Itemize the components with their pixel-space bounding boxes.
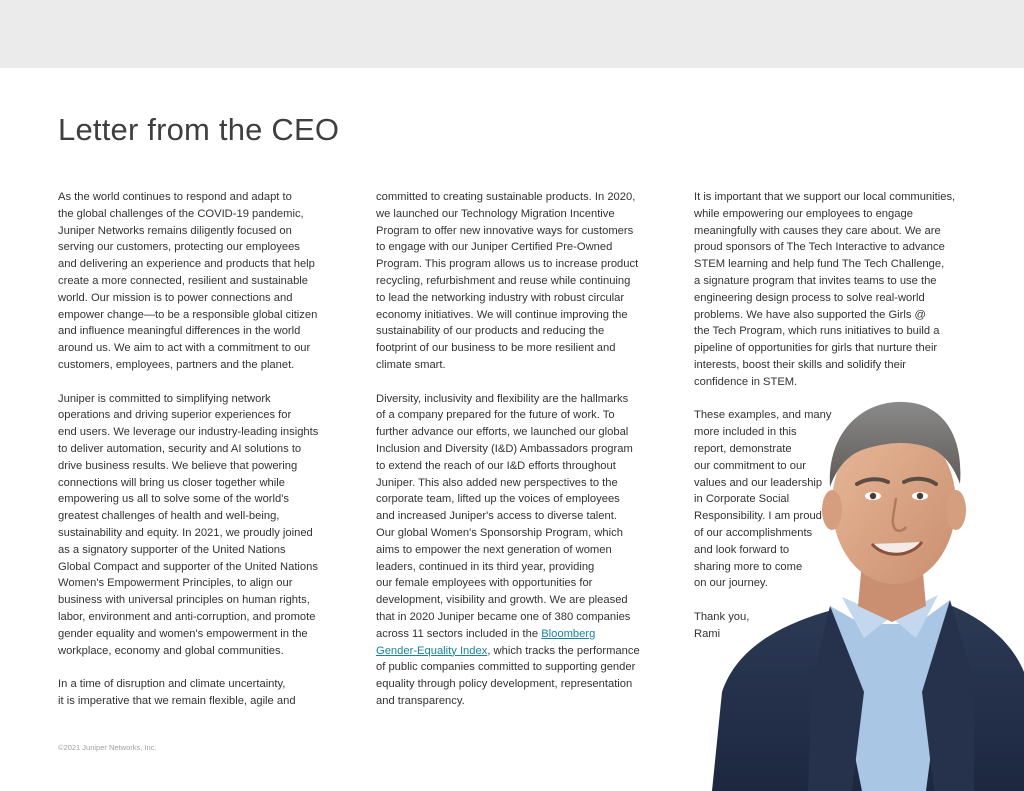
- paragraph: It is important that we support our local communities, while empowering our employees to engage meaningfully with causes they care about. We are proud sponsors of The Tech Interactive to advance STEM learning and help fund The Tech Challenge, a signature program that invites teams to use the engineering design process to solve real-world problems. We have also supported the Girls @ the Tech Program, which runs initiatives to build a pipeline of opportunities for girls that nurture their interests, boost their skills and solidify their confidence in STEM.: [694, 191, 956, 388]
- header-band: [0, 0, 1024, 68]
- text-column-1: [58, 189, 338, 710]
- paragraph: Juniper is committed to simplifying network operations and driving superior experiences for end users. We leverage our industry-leading insights to deliver automation, security and AI solutions to drive business results. We believe that powering connections will bring us closer together while empowering us all to solve some of the world's greatest challenges of health and well-being, sustainability and equity. In 2021, we proudly joined as a signatory supporter of the United Nations Global Compact and supporter of the United Nations Women's Empowerment Principles, to align our business with universal principles on human rights, labor, environment and anti-corruption, and promote gender equality and women's empowerment in the workplace, economy and global communities.: [58, 392, 319, 657]
- signature-text: Thank you, Rami: [694, 610, 750, 640]
- text-column-2: [376, 189, 661, 710]
- ceo-portrait: [712, 392, 1024, 791]
- copyright-footer: ©2021 Juniper Networks, Inc.: [58, 743, 157, 752]
- paragraph: These examples, and many more included in this report, demonstrate our commitment to our values and our leadership in Corporate Social Responsibility. I am proud of our accomplishments and look forward to sharing more to come on our journey.: [694, 409, 832, 590]
- paragraph-text: Diversity, inclusivity and flexibility are the hallmarks of a company prepared for the future of work. To further advance our efforts, we launched our global Inclusion and Diversity (I&D) Ambassadors program to extend the reach of our I&D efforts throughout Juniper. This also added new perspectives to the corporate team, lifted up the voices of employees and increased Juniper's access to diverse talent. Our global Women's Sponsorship Program, which aims to empower the next generation of women leaders, continued in its third year, providing our female employees with opportunities for development, visibility and growth. We are pleased that in 2020 Juniper became one of 380 companies across 11 sectors included in the: [376, 392, 633, 640]
- page-title: Letter from the CEO: [58, 112, 340, 147]
- paragraph: committed to creating sustainable products. In 2020, we launched our Technology Migration Incentive Program to offer new innovative ways for customers to engage with our Juniper Certified Pre-Owned Program. This program allows us to increase product recycling, refurbishment and reuse while continuing to lead the networking industry with robust circular economy initiatives. We will continue improving the sustainability of our products and reducing the footprint of our business to be more resilient and climate smart.: [376, 191, 639, 371]
- bloomberg-index-link[interactable]: Bloomberg Gender-Equality Index: [376, 627, 596, 657]
- paragraph: As the world continues to respond and adapt to the global challenges of the COVID-19 pandemic, Juniper Networks remains diligently focused on serving our customers, protecting our employees and delivering an experience and products that help create a more connected, resilient and sustainable world. Our mission is to power connections and empower change—to be a responsible global citizen and influence meaningful differences in the world around us. We aim to act with a commitment to our customers, employees, partners and the planet.: [58, 191, 318, 371]
- paragraph-text: , which tracks the performance of public companies committed to supporting gender equality through policy development, representation and transparency.: [376, 644, 640, 707]
- paragraph: In a time of disruption and climate uncertainty, it is imperative that we remain flexible, agile and: [58, 678, 296, 707]
- paragraph-with-link: [376, 391, 661, 710]
